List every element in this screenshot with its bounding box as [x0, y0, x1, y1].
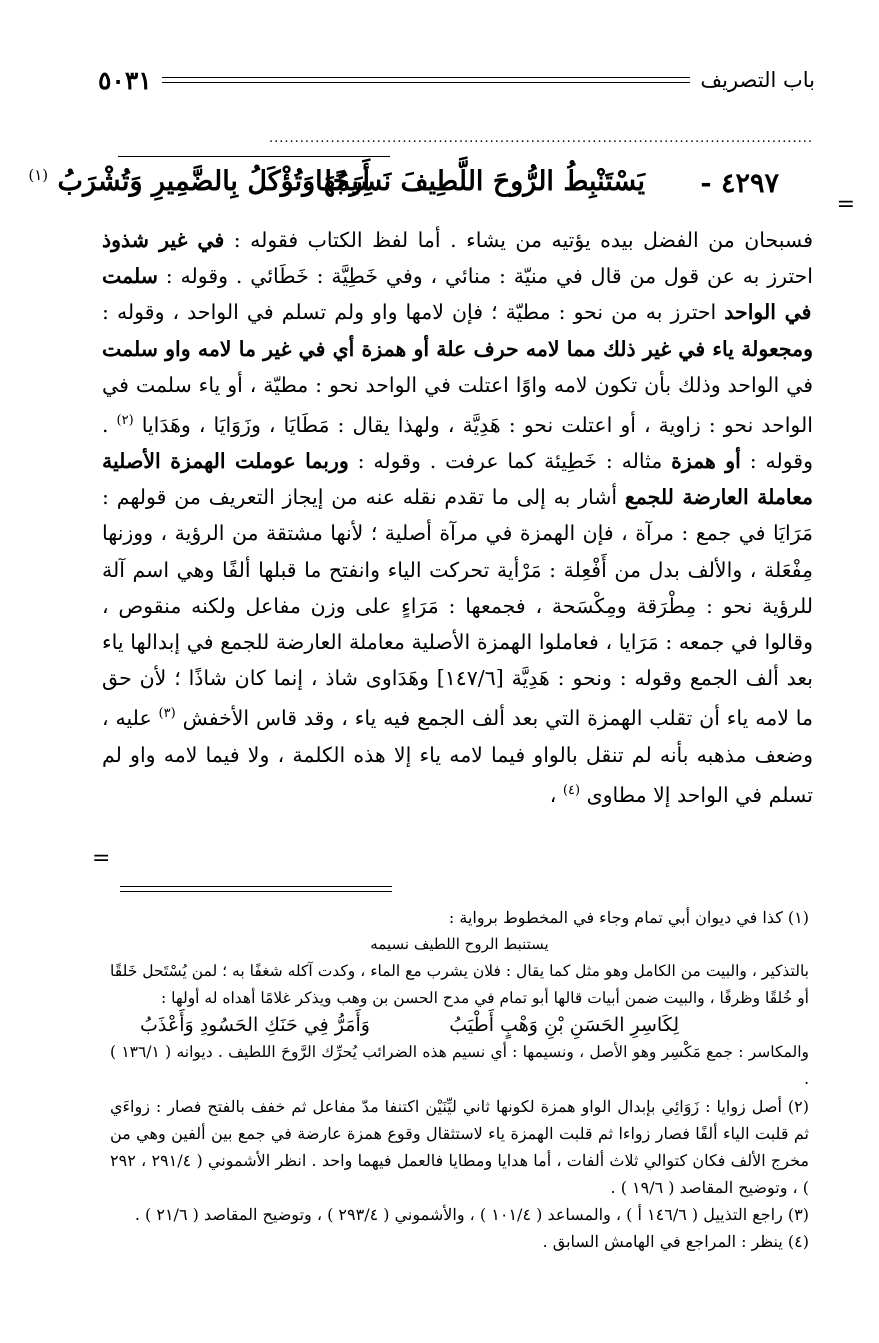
paragraph: فسبحان من الفضل بيده يؤتيه من يشاء . أما لفظ الكتاب فقوله : في غير شذوذ احترز به عن قول من قال في منيّة : منائي ، وفي خَطِيَّة : خَطَائي . وقوله : سلمت في الواحد احترز به من نحو : مطيّة ؛ فإن لامها واو ولم تسلم في الواحد ، وقوله : ومجعولة ياء في غير ذلك مما لامه حرف علة أو همزة أي في غير ما لامه واو سلمت في الواحد وذلك بأن تكون لامه واوًا اعتلت في الواحد نحو : مطيّة ، أو ياء سلمت في الواحد نحو : زاوية ، أو اعتلت نحو : هَدِيَّة ، ولهذا يقال : مَطَايَا ، وزَوَايَا ، وهَدَايا $^{(٢)}$ . وقوله : أو همزة مثاله : خَطِيئة كما عرفت . وقوله : وربما عوملت الهمزة الأصلية معاملة العارضة للجمع أشار به إلى ما تقدم نقله عنه من إيجاز التعريف من قولهم : مَرَايَا في جمع : مرآة ، فإن الهمزة في مرآة أصلية ؛ لأنها مشتقة من الرؤية ، ووزنها مِفْعَلة ، والألف بدل من أَفْعِلة : مَرْأية تحركت الياء وانفتح ما قبلها ألفًا وهي اسم آلة للرؤية نحو : مِطْرَقة ومِكْسَحة ، فجمعها : مَرَاءٍ على وزن مفاعل ولكنه منقوص ، وقالوا في جمعه : مَرَايا ، فعاملوا الهمزة الأصلية معاملة العارضة للجمع في إبدالها ياء بعد ألف الجمع وقوله : ونحو : هَدِيَّة [١٤٧/٦] وهَدَاوى شاذ ، إنما كان شاذًا ؛ لأن حق ما لامه ياء أن تقلب الهمزة التي بعد ألف الجمع فيه ياء ، وقد قاس الأخفش $^{(٣)}$ عليه ، وضعف مذهبه بأنه لم تنقل بالواو فيما لامه ياء إلا هذه الكلمة ، ولا فيما لامه واو لم تسلم في الواحد إلا مطاوى $^{(٤)}$ ،	[102, 228, 814, 807]
verse-rule	[118, 156, 390, 157]
footnote-ref: (١)	[28, 166, 49, 184]
footnote-1-quote: يستنبط الروح اللطيف نسيمه	[370, 935, 549, 953]
footnote-1-text: بالتذكير ، والبيت من الكامل وهو مثل كما يقال : فلان يشرب مع الماء ، وكدت آكله شغفًا به ؛ لمن يُسْتَحل خَلقًا أو خُلقًا وظرفًا ، والبيت ضمن أبيات قالها أبو تمام في مدح الحسن بن وهب ويذكر غلامًا أهداه له أولها :	[110, 962, 809, 1007]
footnotes	[110, 904, 809, 1255]
continuation-mark-top: =	[836, 192, 855, 217]
main-text	[102, 222, 813, 813]
poem-first-hemistich: لِكَاسِرِ الحَسَنِ بْنِ وَهْبٍ أَطْيَبُ	[449, 1014, 679, 1036]
continuation-mark-bottom: =	[92, 846, 111, 871]
footnote-1: (١) كذا في ديوان أبي تمام وجاء في المخطوط برواية :	[448, 908, 809, 927]
verse-first-hemistich: يَسْتَنْبِطُ الرُّوحَ اللَّطِيفَ نَسِيمُهَا	[315, 166, 645, 197]
dotted-separator: ..........................................................................................................	[268, 131, 813, 146]
footnote-rule	[120, 886, 392, 892]
poem-second-hemistich: وَأَمَرُّ فِي حَنَكِ الحَسُودِ وَأَعْذَبُ	[140, 1014, 370, 1036]
page-header	[98, 62, 815, 98]
chapter-title: باب التصريف	[700, 68, 815, 92]
footnote-4: (٤) ينظر : المراجع في الهامش السابق .	[542, 1232, 809, 1251]
poetry-verse	[28, 166, 815, 210]
footnote-ref: (٤)	[562, 782, 581, 798]
header-rule	[162, 77, 691, 83]
page-number: ٥٠٣١	[98, 65, 152, 95]
footnote-1-poem	[110, 1012, 809, 1039]
verse-number: ٤٢٩٧ -	[700, 168, 779, 199]
verse-second-hemistich: أَرَجًا وَتُؤْكَلُ بِالضَّمِيرِ وَتُشْرَبُ $^{(١)}$	[28, 166, 370, 197]
footnote-1-gloss: والمكاسر : جمع مَكْسِر وهو الأصل ، ونسيمها : أي نسيم هذه الضرائب يُحرِّك الرَّوحَ اللطيف . ديوانه ( ١٣٦/١ ) .	[110, 1043, 809, 1088]
footnote-ref: (٢)	[116, 413, 134, 429]
footnote-2: (٢) أصل زوايا : زَوَائِي بإبدال الواو همزة لكونها ثاني ليِّنَيْن اكتنفا مدّ مفاعل ثم خفف بالفتح فصار : زواءَي ثم قلبت الياء ألفًا فصار زواءا ثم قلبت الهمزة ياء لاستثقال وقوع همزة عارضة في جمع بين ألفين وهي من مخرج الألف فكان كتوالي ثلاث ألفات ، أما هدايا ومطايا فالعمل فيهما واحد . انظر الأشموني ( ٢٩١/٤ ، ٢٩٢ ) ، وتوضيح المقاصد ( ١٩/٦ ) .	[110, 1097, 809, 1197]
footnote-3: (٣) راجع التذييل ( ١٤٦/٦ أ ) ، والمساعد ( ١٠١/٤ ) ، والأشموني ( ٢٩٣/٤ ) ، وتوضيح المقاصد ( ٢١/٦ ) .	[134, 1205, 809, 1224]
footnote-ref: (٣)	[158, 706, 176, 722]
